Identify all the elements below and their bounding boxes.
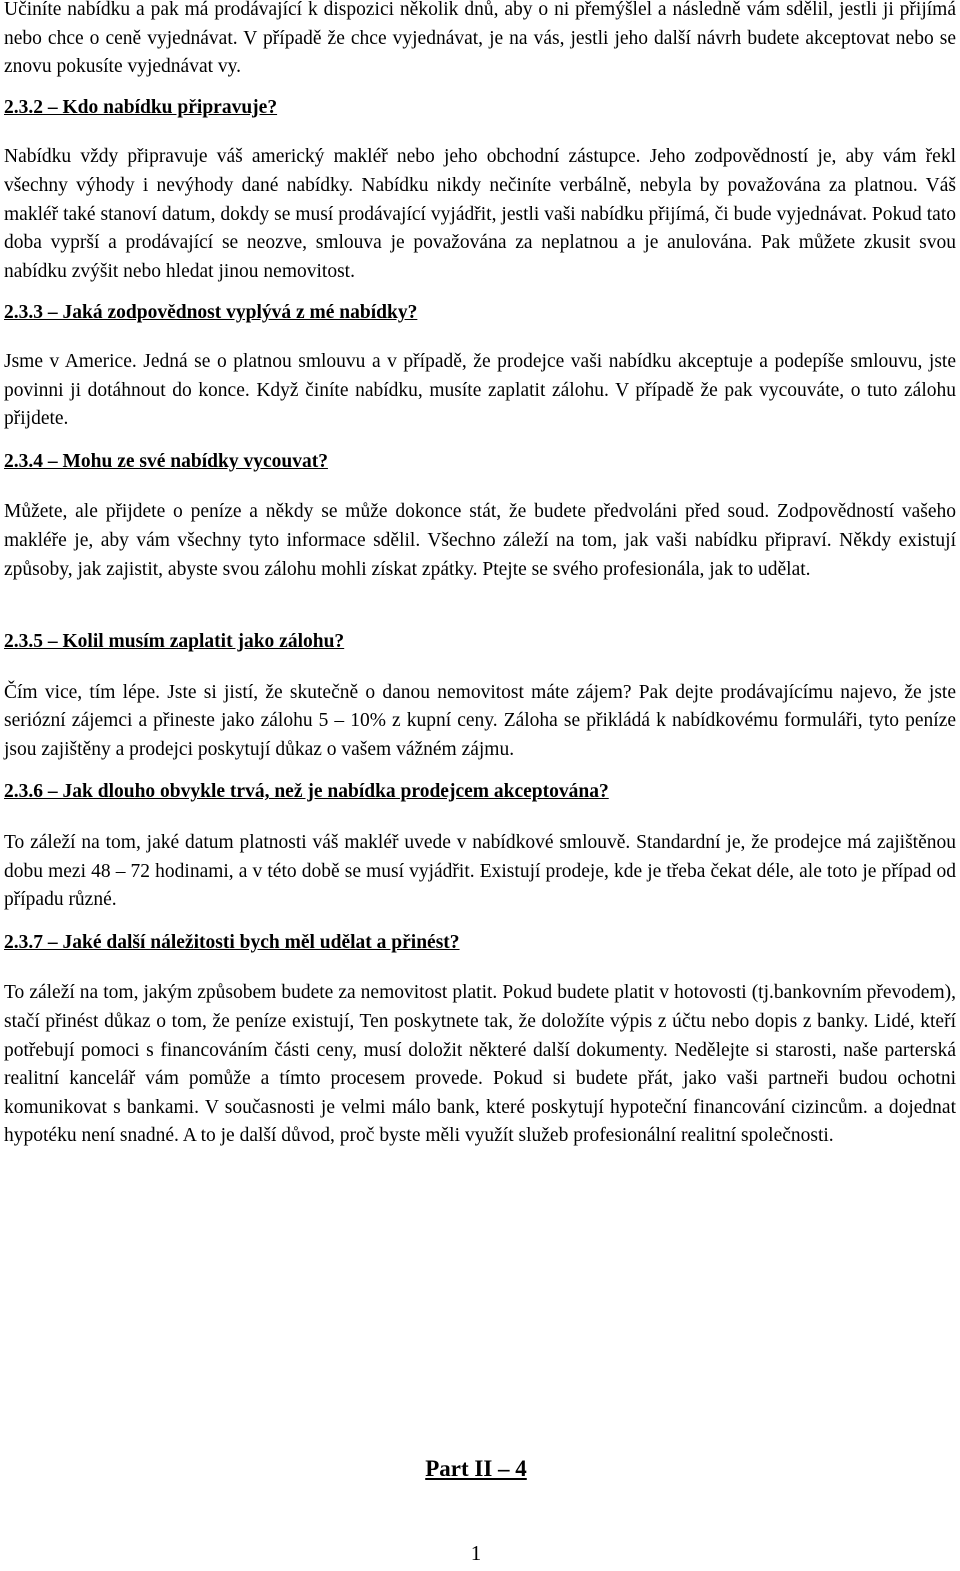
part-label: Part II – 4 — [425, 1456, 527, 1481]
document-page — [4, 0, 956, 1151]
section-heading-2-3-5: 2.3.5 – Kolil musím zaplatit jako zálohu? — [4, 631, 345, 653]
section-body-2-3-4: Můžete, ale přijdete o peníze a někdy se může dokonce stát, že budete předvoláni před soud. Zodpovědností vašeho makléře je, aby vám všechny tyto informace sdělil. Všechno záleží na tom, jak vaši nabídku připraví. Někdy existují způsoby, jak zajistit, abyste svou zálohu mohli získat zpátky. Ptejte se svého profesionála, jak to udělat. — [4, 501, 956, 580]
section-heading-2-3-4: 2.3.4 – Mohu ze své nabídky vycouvat? — [4, 450, 328, 472]
section-body-2-3-6: To záleží na tom, jaké datum platnosti váš makléř uvede v nabídkové smlouvě. Standardní je, že prodejce má zajištěnou dobu mezi 48 – 72 hodinami, a v této době se musí vyjádřit. Existují prodeje, kde je třeba čekat déle, ale toto je případ od případu různé. — [4, 832, 956, 911]
section-body-2-3-3: Jsme v Americe. Jedná se o platnou smlouvu a v případě, že prodejce vaši nabídku akceptuje a podepíše smlouvu, jste povinni ji dotáhnout do konce. Když činíte nabídku, musíte zaplatit zálohu. V případě že pak vycouváte, o tuto zálohu přijdete. — [4, 350, 956, 430]
section-heading-2-3-6: 2.3.6 – Jak dlouho obvykle trvá, než je nabídka prodejcem akceptována? — [4, 781, 609, 803]
section-heading-2-3-7: 2.3.7 – Jaké další náležitosti bych měl udělat a přinést? — [4, 931, 460, 953]
page-number: 1 — [470, 1541, 482, 1565]
intro-paragraph: Učiníte nabídku a pak má prodávající k dispozici několik dnů, aby o ni přemýšlel a následně vám sdělil, jestli ji přijímá nebo chce o ceně vyjednávat. V případě že chce vyjednávat, je na vás, jestli jeho další návrh budete akceptovat nebo se znovu pokusíte vyjednávat vy. — [4, 0, 956, 78]
section-heading-2-3-3: 2.3.3 – Jaká zodpovědnost vyplývá z mé nabídky? — [4, 302, 418, 324]
section-heading-2-3-2: 2.3.2 – Kdo nabídku připravuje? — [4, 96, 278, 118]
section-body-2-3-2: Nabídku vždy připravuje váš americký makléř nebo jeho obchodní zástupce. Jeho zodpovědností je, aby vám řekl všechny výhody i nevýhody dané nabídky. Nabídku nikdy nečiníte verbálně, nebyla by považována za platnou. Váš makléř také stanoví datum, dokdy se musí prodávající vyjádřit, jestli vaši nabídku přijímá, či bude vyjednávat. Pokud tato doba vyprší a prodávající se neozve, smlouva je považována za neplatnou a je anulována. Pak můžete zkusit svou nabídku zvýšit nebo hledat jinou nemovitost. — [4, 146, 956, 282]
section-body-2-3-5: Čím vice, tím lépe. Jste si jistí, že skutečně o danou nemovitost máte zájem? Pak dejte prodávajícímu najevo, že jste seriózní zájemci a přineste jako zálohu 5 – 10% z kupní ceny. Záloha se přikládá k nabídkovému formuláři, tyto peníze jsou zajištěny a prodejci poskytují důkaz o vašem vážném zájmu. — [4, 681, 956, 760]
section-body-2-3-7: To záleží na tom, jakým způsobem budete za nemovitost platit. Pokud budete platit v hotovosti (tj.bankovním převodem), stačí přinést důkaz o tom, že peníze existují, Ten poskytnete tak, že doložíte výpis z účtu nebo dopis z banky. Lidé, kteří potřebují pomoci s financováním části ceny, musí doložit některé další dokumenty. Nedělejte si starosti, naše parterská realitní kancelář vám pomůže a tímto procesem provede. Pokud si budete přát, jako vaši partneři budou ochotni komunikovat s bankami. V současnosti je velmi málo bank, které poskytují hypoteční financování cizincům. a dojednat hypotéku není snadné. A to je další důvod, proč byste měli využít služeb profesionální realitní společnosti. — [4, 982, 956, 1147]
